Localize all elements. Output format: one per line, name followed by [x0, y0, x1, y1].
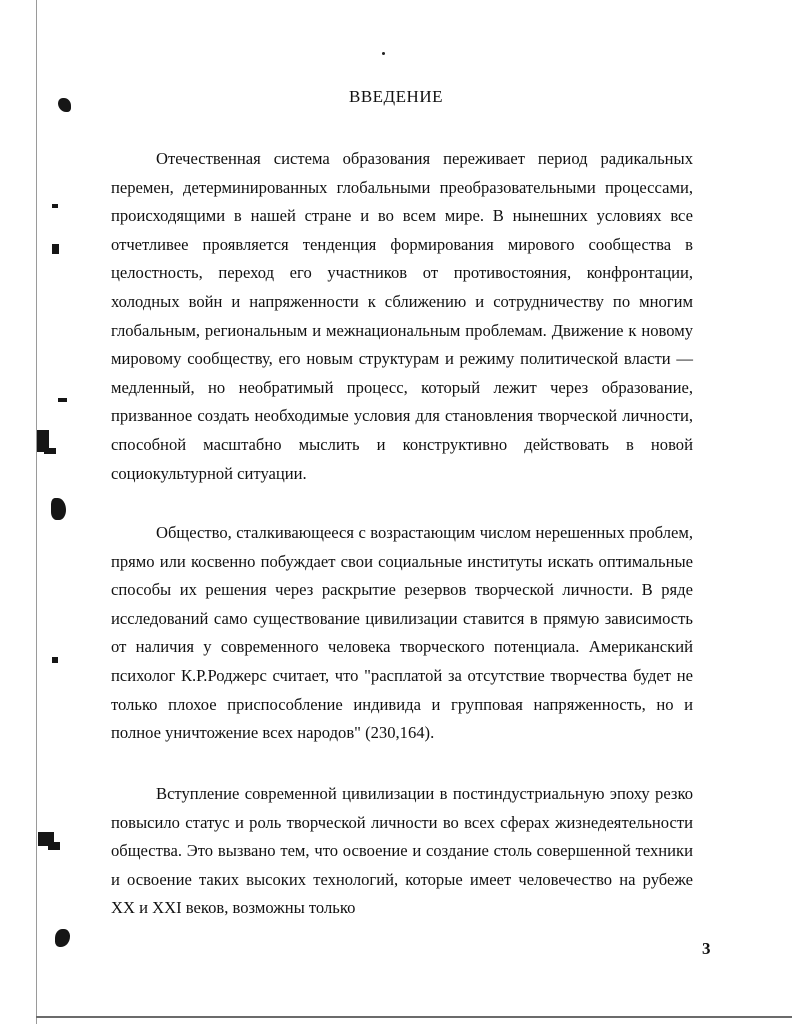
body-paragraph — [111, 519, 693, 748]
paragraph-text: Отечественная система образования переживает период радикальных перемен, детерминированных глобальными преобразовательными процессами, происходящими в нашей стране и во всем мире. В нынешних условиях все отчетливее проявляется тенденция формирования мирового сообщества в целостность, переход его участников от противостояния, конфронтации, холодных войн и напряженности к сближению и сотрудничеству по многим глобальным, региональным и межнациональным проблемам. Движение к новому мировому сообществу, его новым структурам и режиму политической власти — медленный, но необратимый процесс, который лежит через образование, призванное создать необходимые условия для становления творческой личности, способной масштабно мыслить и конструктивно действовать в новой социокультурной ситуации. — [111, 149, 693, 483]
body-paragraph — [111, 145, 693, 488]
scan-artifact-mark — [48, 842, 60, 850]
scan-bottom-edge — [36, 1016, 792, 1018]
page-title: ВВЕДЕНИЕ — [349, 87, 443, 106]
scan-dot-mark — [382, 52, 385, 55]
scan-artifact-mark — [52, 204, 58, 208]
scan-artifact-mark — [52, 657, 58, 663]
scan-artifact-mark — [58, 398, 67, 402]
paragraph-text: Общество, сталкивающееся с возрастающим числом нерешенных проблем, прямо или косвенно побуждает свои социальные институты искать оптимальные способы их решения через раскрытие резервов творческой личности. В ряде исследований само существование цивилизации ставится в прямую зависимость от наличия у современного человека творческого потенциала. Американский психолог К.Р.Роджерс считает, что "расплатой за отсутствие творчества будет не только плохое приспособление индивида и групповая напряженность, но и полное уничтожение всех народов" (230,164). — [111, 523, 693, 743]
scan-artifact-mark — [51, 498, 66, 520]
scan-left-edge — [36, 0, 37, 1024]
scan-artifact-mark — [44, 448, 56, 454]
scan-artifact-mark — [55, 929, 70, 947]
paragraph-text: Вступление современной цивилизации в постиндустриальную эпоху резко повысило статус и роль творческой личности во всех сферах жизнедеятельности общества. Это вызвано тем, что освоение и создание столь совершенной техники и освоение таких высоких технологий, которые имеет человечество на рубеже XX и XXI веков, возможны только — [111, 784, 693, 918]
body-paragraph — [111, 780, 693, 923]
page-number: 3 — [702, 939, 711, 958]
scan-artifact-mark — [52, 244, 59, 254]
